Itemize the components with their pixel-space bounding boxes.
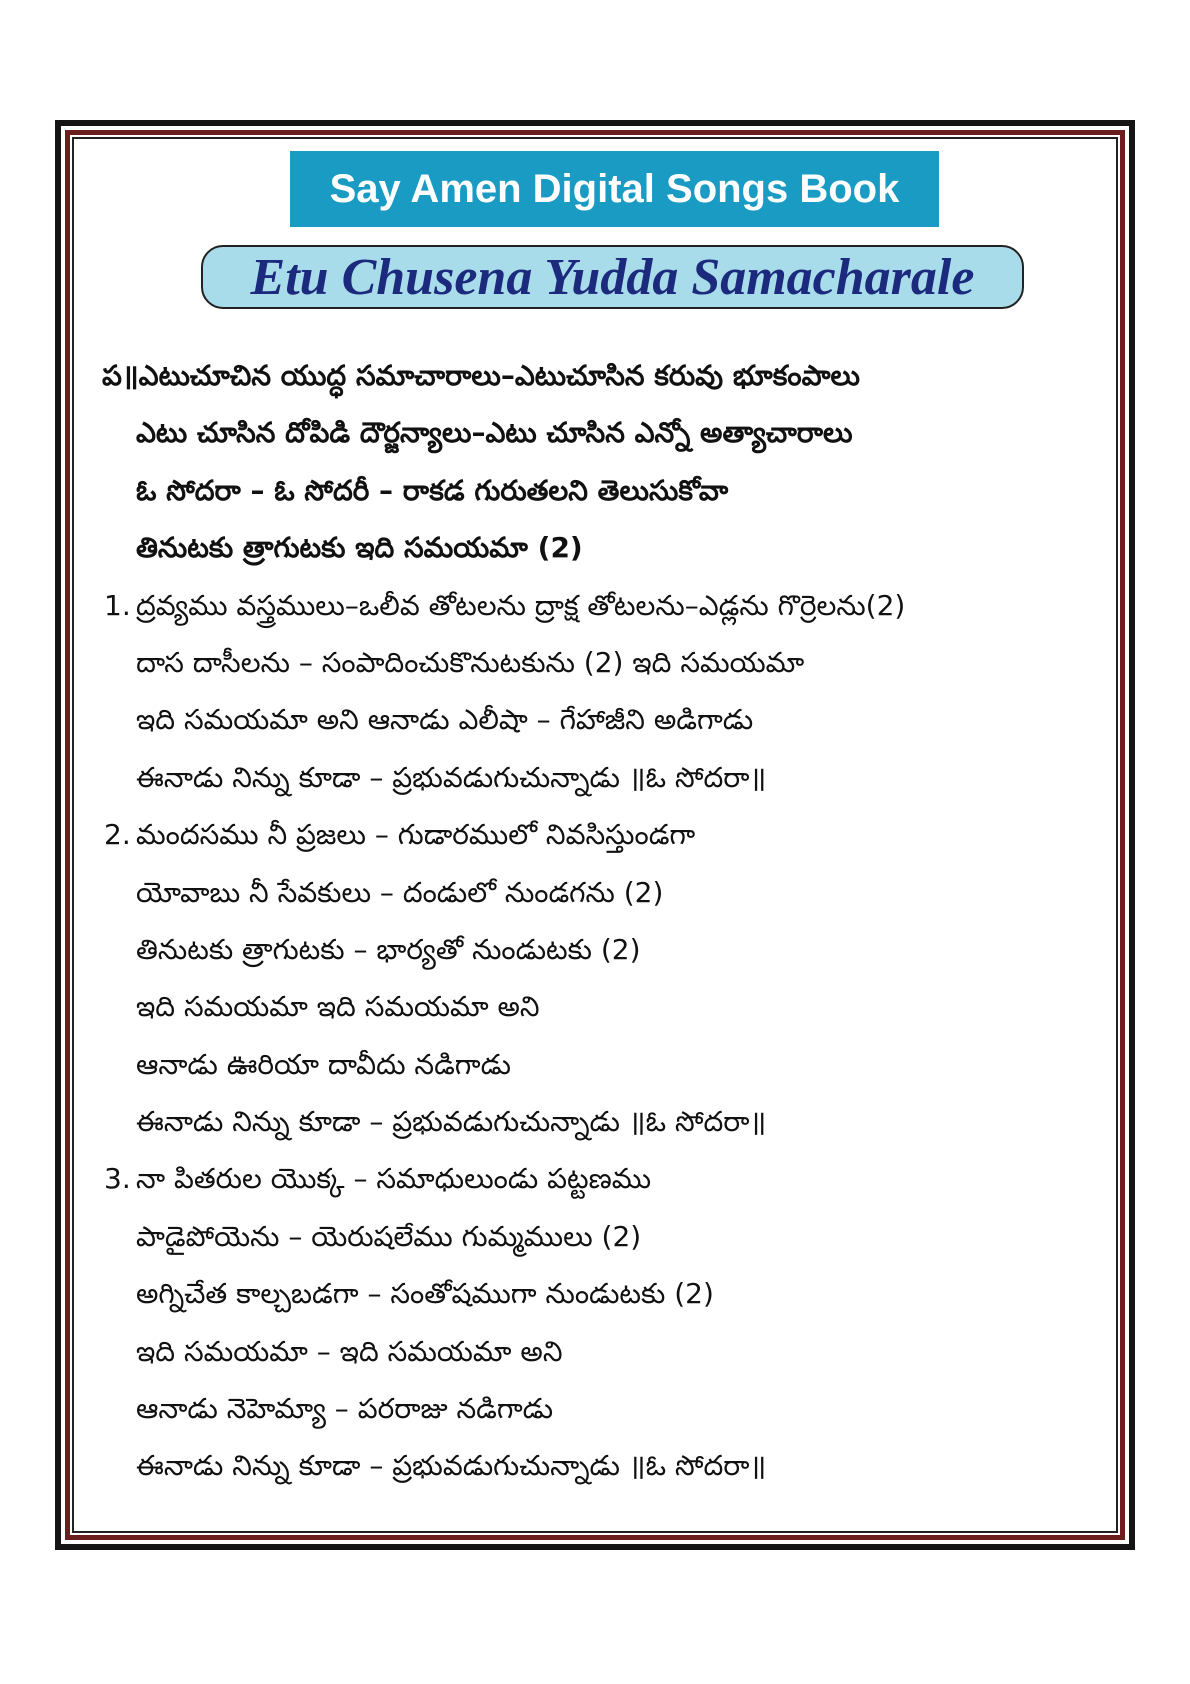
header-title: Say Amen Digital Songs Book <box>329 166 900 211</box>
verse-line: దాస దాసీలను – సంపాదించుకొనుటకును (2) ఇది సమయమా <box>136 645 805 679</box>
verse-number: 1. <box>104 588 131 622</box>
verse-line <box>100 1150 1120 1207</box>
verse-line: పాడైపోయెను – యెరుషలేము గుమ్మములు (2) <box>136 1219 642 1253</box>
verse-line <box>100 806 1120 863</box>
verse-line: ఇది సమయమా ఇది సమయమా అని <box>136 990 540 1024</box>
verse-number: 3. <box>104 1162 131 1196</box>
verse-line: ఈనాడు నిన్ను కూడా – ప్రభువడుగుచున్నాడు ॥ఓ సోదరా॥ <box>136 1449 767 1483</box>
verse-line-text: ద్రవ్యము వస్త్రములు–ఒలీవ తోటలను ద్రాక్ష తోటలను–ఎడ్లను గొర్రెలను(2) <box>136 588 906 622</box>
song-title-box <box>201 245 1024 309</box>
verse-2 <box>100 806 1120 1150</box>
verse-line: అగ్నిచేత కాల్చబడగా – సంతోషముగా నుండుటకు (2) <box>136 1277 714 1311</box>
verse-line: ఆనాడు ఊరియా దావీదు నడిగాడు <box>136 1047 511 1081</box>
chorus-line: ప॥ఎటుచూచిన యుద్ధ సమాచారాలు–ఎటుచూసిన కరువు భూకంపాలు <box>102 359 860 392</box>
verse-line <box>100 577 1120 634</box>
chorus-line: తినుటకు త్రాగుటకు ఇది సమయమా (2) <box>136 531 583 565</box>
verse-1 <box>100 577 1120 807</box>
verse-line-text: మందసము నీ ప్రజలు – గుడారములో నివసిస్తుండగా <box>136 818 696 852</box>
verse-line: ఈనాడు నిన్ను కూడా – ప్రభువడుగుచున్నాడు ॥ఓ సోదరా॥ <box>136 760 767 794</box>
chorus-line: ఓ సోదరా – ఓ సోదరీ – రాకడ గురుతలని తెలుసుకోవా <box>136 473 729 507</box>
header-banner <box>290 151 939 227</box>
verse-3 <box>100 1150 1120 1494</box>
lyrics <box>100 347 1120 1495</box>
verse-line: యోవాబు నీ సేవకులు – దండులో నుండగను (2) <box>136 875 664 909</box>
verse-line: ఇది సమయమా అని ఆనాడు ఎలీషా – గేహాజీని అడిగాడు <box>136 703 754 737</box>
verse-line: ఆనాడు నెహెమ్యా – పరరాజు నడిగాడు <box>136 1392 554 1426</box>
verse-line: ఈనాడు నిన్ను కూడా – ప్రభువడుగుచున్నాడు ॥ఓ సోదరా॥ <box>136 1105 767 1139</box>
song-title: Etu Chusena Yudda Samacharale <box>250 248 975 306</box>
verse-line: తినుటకు త్రాగుటకు – భార్యతో నుండుటకు (2) <box>136 932 641 966</box>
chorus-line: ఎటు చూసిన దోపిడి దౌర్జన్యాలు–ఎటు చూసిన ఎన్నో అత్యాచారాలు <box>136 416 853 450</box>
verse-line: ఇది సమయమా – ఇది సమయమా అని <box>136 1334 563 1368</box>
chorus <box>100 347 1120 577</box>
verse-number: 2. <box>104 818 131 852</box>
verse-line-text: నా పితరుల యొక్క – సమాధులుండు పట్టణము <box>136 1162 652 1196</box>
